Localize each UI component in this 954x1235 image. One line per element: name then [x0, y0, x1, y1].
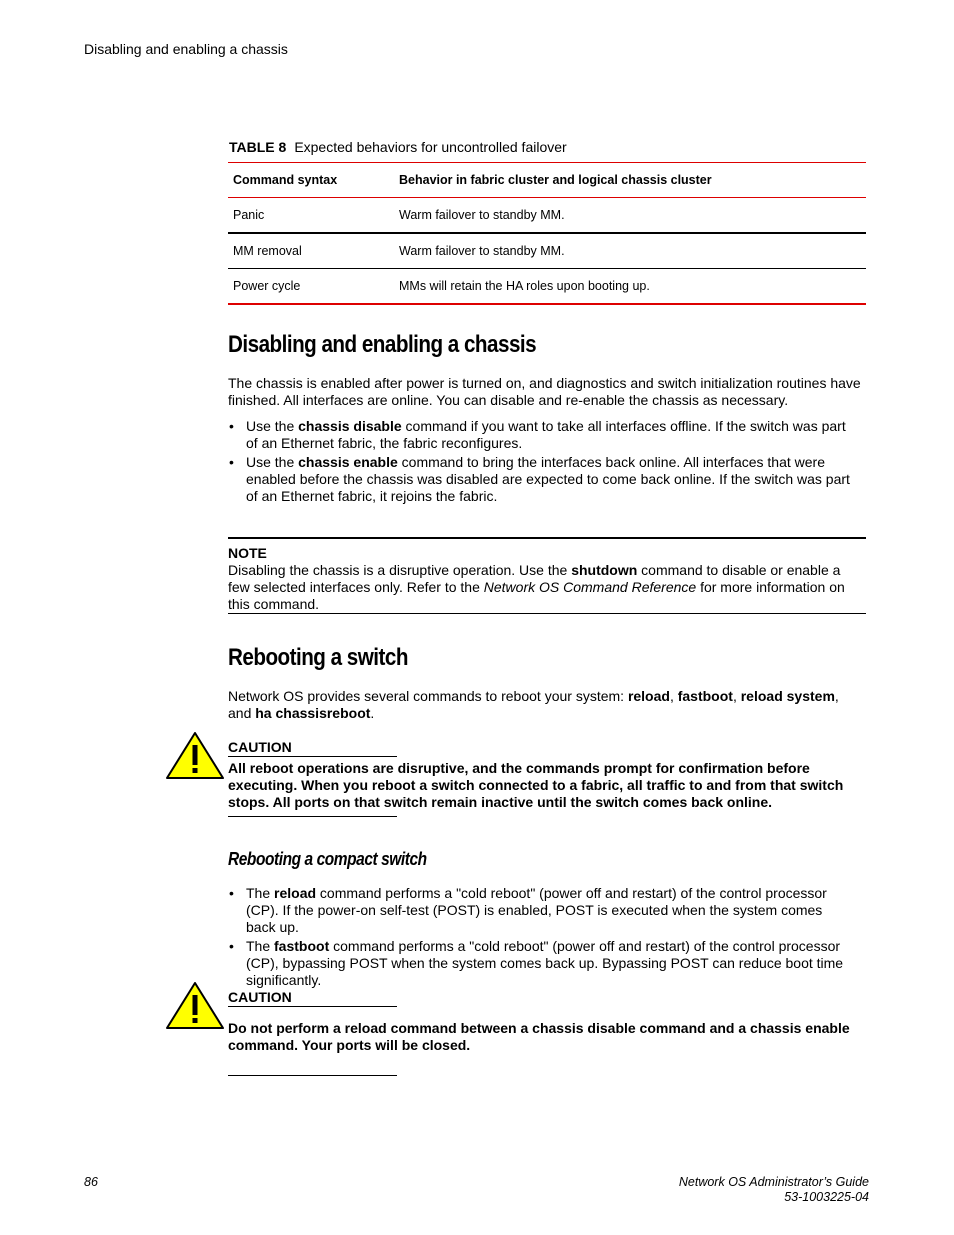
- table-cell: Warm failover to standby MM.: [394, 198, 866, 234]
- reboot-bullet-list: [229, 885, 851, 991]
- table-caption-text: Expected behaviors for uncontrolled failover: [294, 139, 567, 155]
- command-name: chassis enable: [298, 454, 398, 470]
- doc-number: 53-1003225-04: [784, 1190, 869, 1204]
- table-cell: Warm failover to standby MM.: [394, 233, 866, 269]
- failover-table: [228, 162, 866, 305]
- table-cell: MMs will retain the HA roles upon booting up.: [394, 269, 866, 305]
- bullet-text: Use the: [246, 418, 299, 434]
- footer-doc-info: [679, 1175, 869, 1205]
- note-rule-top: [228, 537, 866, 539]
- intro-text: Network OS provides several commands to reboot your system:: [228, 688, 628, 704]
- note-label: NOTE: [228, 545, 267, 561]
- note-text: [228, 562, 858, 613]
- command-name: fastboot: [677, 688, 733, 704]
- caution-label: CAUTION: [228, 989, 292, 1005]
- bullet-text: The: [246, 885, 275, 901]
- note-rule-bottom: [228, 613, 866, 614]
- bullet-text: command to bring the interfaces back online. All interfaces that were enabled before the chassis was disabled are expected to come back online. If the switch was part of an Ethernet fabric, it rejoins the fabric.: [246, 454, 850, 504]
- table-cell: Panic: [228, 198, 394, 234]
- column-header: Behavior in fabric cluster and logical chassis cluster: [394, 163, 866, 198]
- warning-icon: [165, 981, 225, 1030]
- intro-sep: .: [370, 705, 375, 721]
- reboot-intro: [228, 688, 866, 722]
- column-header: Command syntax: [228, 163, 394, 198]
- table-row: [228, 233, 866, 269]
- note-text-part: Disabling the chassis is a disruptive operation. Use the: [228, 562, 572, 578]
- intro-sep: , and: [228, 688, 839, 721]
- command-name: ha chassisreboot: [255, 705, 371, 721]
- command-name: reload: [274, 885, 317, 901]
- caution-text: All reboot operations are disruptive, and the commands prompt for confirmation before executing. When you reboot a switch connected to a fabric, all traffic to and from that switch stops. All ports on that switch remain inactive until the switch comes back online.: [228, 760, 844, 810]
- caution-label: CAUTION: [228, 739, 292, 755]
- command-name: fastboot: [274, 938, 330, 954]
- table-row: [228, 198, 866, 234]
- command-name: shutdown: [571, 562, 638, 578]
- command-name: reload system: [740, 688, 835, 704]
- table-header-row: [228, 163, 866, 198]
- note-text-part: command to disable or enable a few selected interfaces only. Refer to the: [228, 562, 841, 595]
- section-heading-disabling: Disabling and enabling a chassis: [228, 331, 537, 358]
- caution-rule: [228, 756, 397, 757]
- reference-title: Network OS Command Reference: [483, 579, 697, 595]
- list-item: [229, 938, 851, 989]
- intro-sep: ,: [669, 688, 678, 704]
- caution-rule: [228, 1075, 397, 1076]
- list-item: [229, 885, 851, 936]
- table-label: TABLE 8: [229, 139, 287, 155]
- table-row: [228, 269, 866, 305]
- running-header: Disabling and enabling a chassis: [84, 41, 288, 57]
- section-heading-rebooting: Rebooting a switch: [228, 644, 408, 671]
- subsection-heading: Rebooting a compact switch: [228, 849, 427, 869]
- section-intro: The chassis is enabled after power is turned on, and diagnostics and switch initialization routines have finished. All interfaces are online. You can disable and re-enable the chassis as necessary.: [228, 375, 861, 408]
- bullet-text: command performs a "cold reboot" (power off and restart) of the control processor (CP), bypassing POST when the system comes back up. Bypassing POST can reduce boot time significantly.: [246, 938, 844, 988]
- bullet-text: command if you want to take all interfaces offline. If the switch was part of an Ethernet fabric, the fabric reconfigures.: [246, 418, 846, 451]
- table-caption: [229, 139, 567, 155]
- chassis-bullet-list: [229, 418, 851, 507]
- bullet-text: Use the: [246, 454, 299, 470]
- caution-rule: [228, 816, 397, 817]
- table-cell: MM removal: [228, 233, 394, 269]
- list-item: [229, 418, 851, 452]
- warning-icon: [165, 731, 225, 780]
- list-item: [229, 454, 851, 505]
- guide-title: Network OS Administrator’s Guide: [678, 1175, 869, 1189]
- table-cell: Power cycle: [228, 269, 394, 305]
- caution-rule: [228, 1006, 397, 1007]
- intro-sep: ,: [732, 688, 741, 704]
- command-name: chassis disable: [298, 418, 402, 434]
- caution-text: Do not perform a reload command between a chassis disable command and a chassis enable command. Your ports will be closed.: [228, 1020, 850, 1053]
- note-text-part: for more information on this command.: [228, 579, 845, 612]
- command-name: reload: [627, 688, 670, 704]
- bullet-text: command performs a "cold reboot" (power off and restart) of the control processor (CP). If the power-on self-test (POST) is enabled, POST is executed when the system comes back up.: [246, 885, 827, 935]
- bullet-text: The: [246, 938, 275, 954]
- page-number: 86: [84, 1175, 98, 1189]
